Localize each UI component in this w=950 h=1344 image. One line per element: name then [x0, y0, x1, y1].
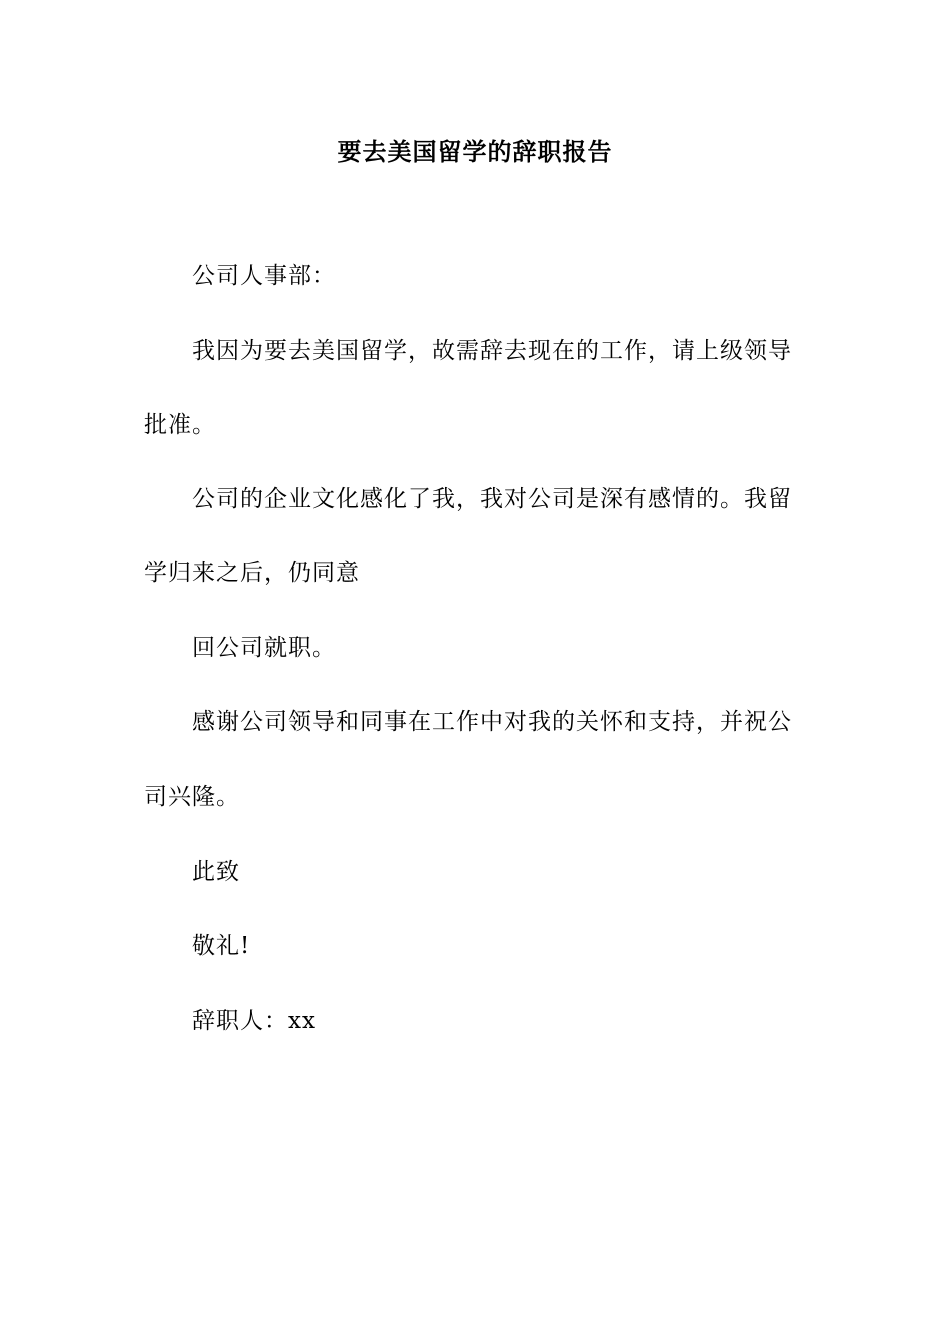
paragraph-4-line-2: 司兴隆。: [144, 784, 240, 810]
salutation: 公司人事部：: [192, 263, 336, 289]
paragraph-1-line-1: 我因为要去美国留学，故需辞去现在的工作，请上级领导: [192, 338, 792, 364]
paragraph-2-line-2: 学归来之后，仍同意: [144, 560, 360, 586]
closing-line-2: 敬礼!: [192, 933, 251, 959]
closing-line-1: 此致: [192, 859, 240, 885]
paragraph-1-line-2: 批准。: [144, 412, 216, 438]
paragraph-2-line-1: 公司的企业文化感化了我，我对公司是深有感情的。我留: [192, 486, 792, 512]
document-title: 要去美国留学的辞职报告: [337, 138, 613, 166]
signature: 辞职人：xx: [192, 1008, 316, 1034]
paragraph-3: 回公司就职。: [192, 635, 336, 661]
paragraph-4-line-1: 感谢公司领导和同事在工作中对我的关怀和支持，并祝公: [192, 709, 792, 735]
